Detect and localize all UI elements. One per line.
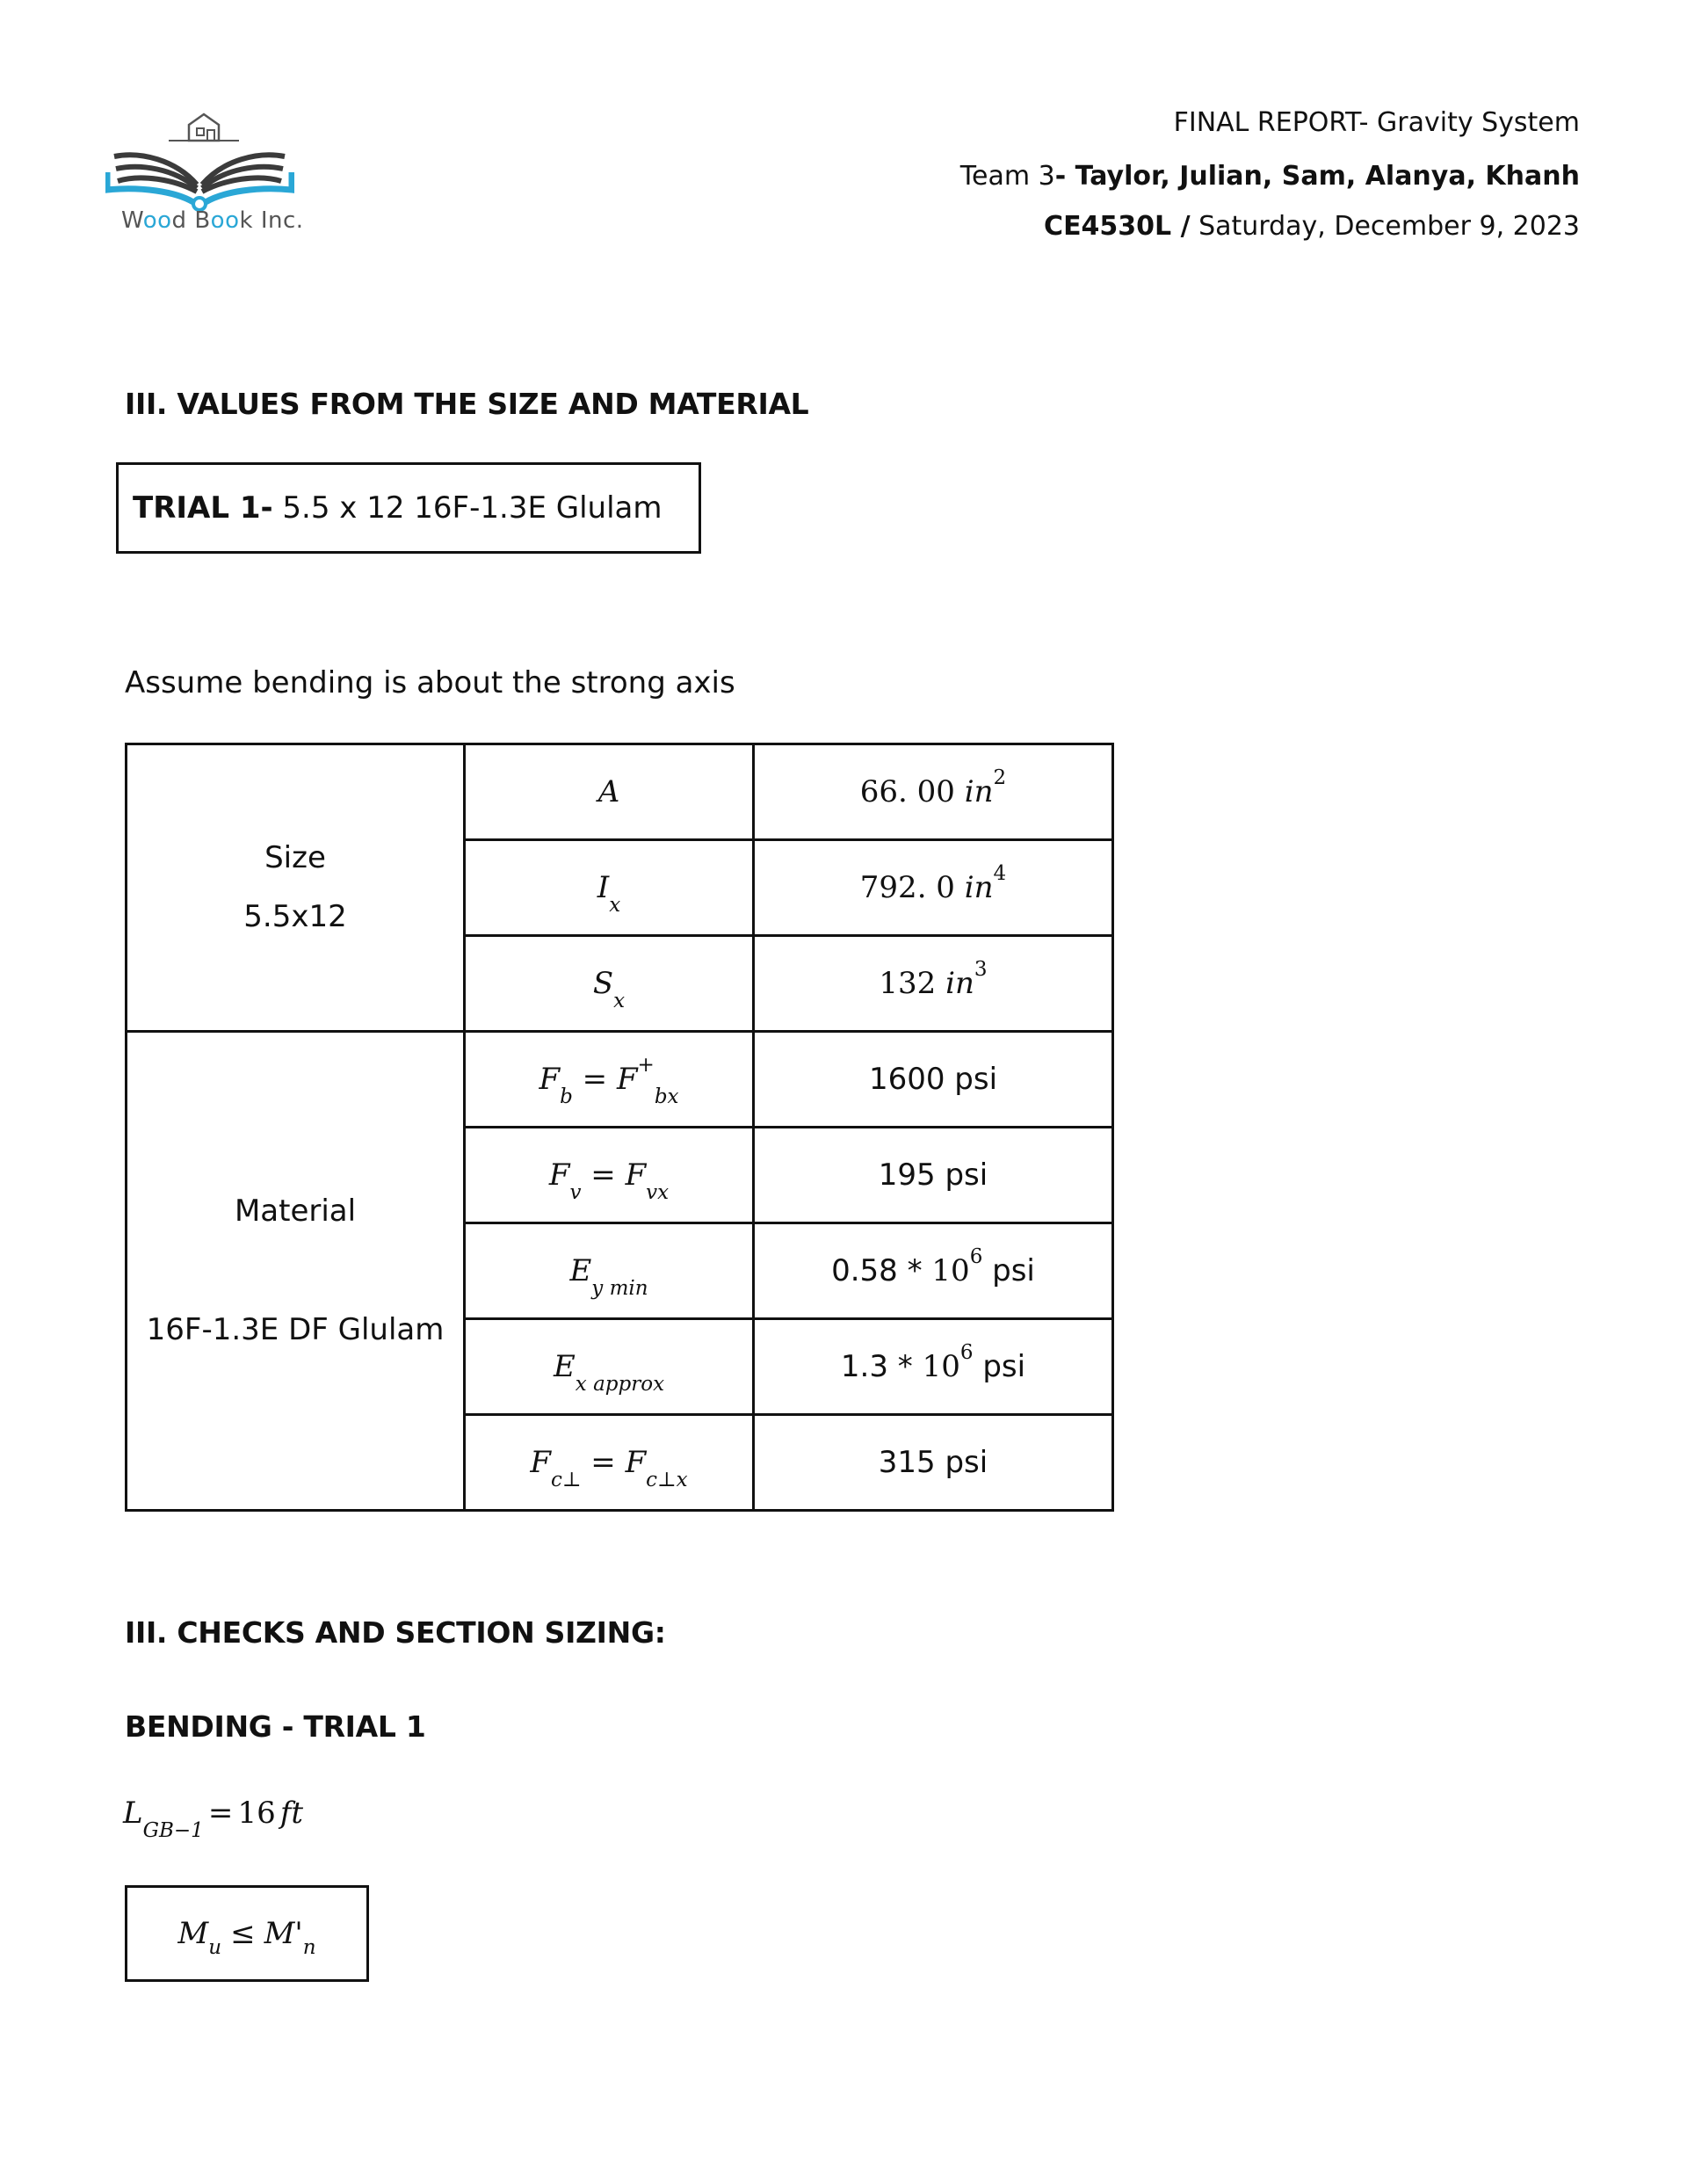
assumption-text: Assume bending is about the strong axis: [125, 665, 735, 700]
sub-ymin: y min: [591, 1277, 648, 1300]
size-value: 5.5x12: [243, 899, 347, 934]
sub-bx: bx: [654, 1085, 679, 1108]
value-cell-fb: 1600 psi: [754, 1032, 1113, 1128]
unit-area: in: [964, 774, 994, 809]
symbol-cell-sx: [465, 936, 754, 1032]
base-eymin: 10: [931, 1253, 970, 1288]
equals: =: [582, 1062, 608, 1097]
sub-gb1: GB−1: [142, 1819, 204, 1842]
exp-eymin: 6: [969, 1245, 983, 1268]
exp-exapprox: 6: [959, 1341, 974, 1364]
symbol-Mu: M: [177, 1916, 209, 1951]
mult-eymin: *: [907, 1253, 923, 1288]
symbol-L: L: [123, 1796, 143, 1831]
section-heading-checks: III. CHECKS AND SECTION SIZING:: [125, 1615, 666, 1650]
material-label: Material: [234, 1194, 357, 1230]
symbol-Mn: M': [264, 1916, 303, 1951]
value-cell-fv: 195 psi: [754, 1128, 1113, 1223]
value-cell-ix: [754, 840, 1113, 936]
symbol-cell-fv: [465, 1128, 754, 1223]
mult-exapprox: *: [897, 1349, 913, 1384]
size-label: Size: [264, 840, 326, 876]
table-row: [127, 1032, 1113, 1128]
report-date: Saturday, December 9, 2023: [1190, 211, 1580, 242]
equals: =: [590, 1445, 616, 1480]
logo-wordmark: Wood Book Inc.: [121, 207, 304, 234]
symbol-S: S: [592, 966, 614, 1001]
value-cell-sx: [754, 936, 1113, 1032]
section-heading-values: III. VALUES FROM THE SIZE AND MATERIAL: [125, 387, 809, 421]
symbol-F: F: [548, 1157, 570, 1193]
value-ix: 792. 0: [859, 870, 955, 905]
symbol-F2: F: [616, 1062, 638, 1097]
equals: =: [207, 1796, 234, 1831]
symbol-cell-exapprox: [465, 1319, 754, 1415]
team-line: [960, 161, 1580, 192]
sub-x: x: [613, 990, 626, 1012]
exp-area: 2: [993, 766, 1007, 789]
value-exapprox: 1.3: [840, 1349, 888, 1384]
exp-ix: 4: [993, 862, 1007, 885]
team-members: - Taylor, Julian, Sam, Alanya, Khanh: [1054, 161, 1580, 192]
section-properties-table: [125, 743, 1114, 1512]
trial-box: [116, 462, 701, 554]
symbol-cell-area: [465, 744, 754, 840]
value-cell-eymin: [754, 1223, 1113, 1319]
symbol-A: A: [597, 774, 620, 809]
length-unit: ft: [279, 1796, 304, 1831]
report-title: FINAL REPORT- Gravity System: [1173, 107, 1580, 138]
sub-x: x: [609, 894, 621, 917]
unit-eymin: psi: [992, 1253, 1035, 1288]
value-eymin: 0.58: [831, 1253, 898, 1288]
symbol-F2: F: [625, 1445, 647, 1480]
length-value: 16: [237, 1796, 276, 1831]
course-date-line: [1044, 211, 1580, 242]
size-group-cell: [127, 744, 465, 1032]
symbol-F: F: [539, 1062, 561, 1097]
symbol-cell-fcperp: [465, 1415, 754, 1511]
value-sx: 132: [879, 966, 937, 1001]
unit-ix: in: [964, 870, 994, 905]
sub-cperp: c⊥: [550, 1469, 582, 1491]
symbol-cell-ix: [465, 840, 754, 936]
sub-xapprox: x approx: [575, 1373, 665, 1396]
base-exapprox: 10: [922, 1349, 960, 1384]
team-prefix: Team 3: [959, 161, 1055, 192]
symbol-cell-fb: [465, 1032, 754, 1128]
symbol-F: F: [530, 1445, 551, 1480]
sub-v: v: [569, 1181, 582, 1204]
symbol-I: I: [597, 870, 610, 905]
value-area: 66. 00: [859, 774, 955, 809]
sub-u: u: [208, 1936, 222, 1959]
sub-b: b: [560, 1085, 573, 1108]
moment-check-box: [125, 1885, 369, 1982]
sub-vx: vx: [646, 1181, 670, 1204]
symbol-E: E: [553, 1349, 576, 1384]
leq-operator: ≤: [230, 1916, 256, 1951]
table-row: [127, 744, 1113, 840]
subheading-bending: BENDING - TRIAL 1: [125, 1709, 426, 1744]
symbol-F2: F: [625, 1157, 647, 1193]
sup-plus: +: [637, 1054, 655, 1077]
value-cell-fcperp: 315 psi: [754, 1415, 1113, 1511]
material-value: 16F-1.3E DF Glulam: [146, 1312, 445, 1347]
symbol-cell-eymin: [465, 1223, 754, 1319]
length-equation: [123, 1796, 304, 1842]
unit-exapprox: psi: [982, 1349, 1026, 1384]
trial-label: TRIAL 1-: [133, 490, 273, 526]
material-group-cell: [127, 1032, 465, 1511]
trial-description: 5.5 x 12 16F-1.3E Glulam: [272, 490, 662, 526]
course-code: CE4530L /: [1044, 211, 1191, 242]
value-cell-area: [754, 744, 1113, 840]
unit-sx: in: [945, 966, 974, 1001]
value-cell-exapprox: [754, 1319, 1113, 1415]
sub-n: n: [302, 1936, 316, 1959]
sub-cperpx: c⊥x: [646, 1469, 688, 1491]
exp-sx: 3: [974, 958, 988, 981]
equals: =: [590, 1157, 616, 1193]
symbol-E: E: [569, 1253, 592, 1288]
